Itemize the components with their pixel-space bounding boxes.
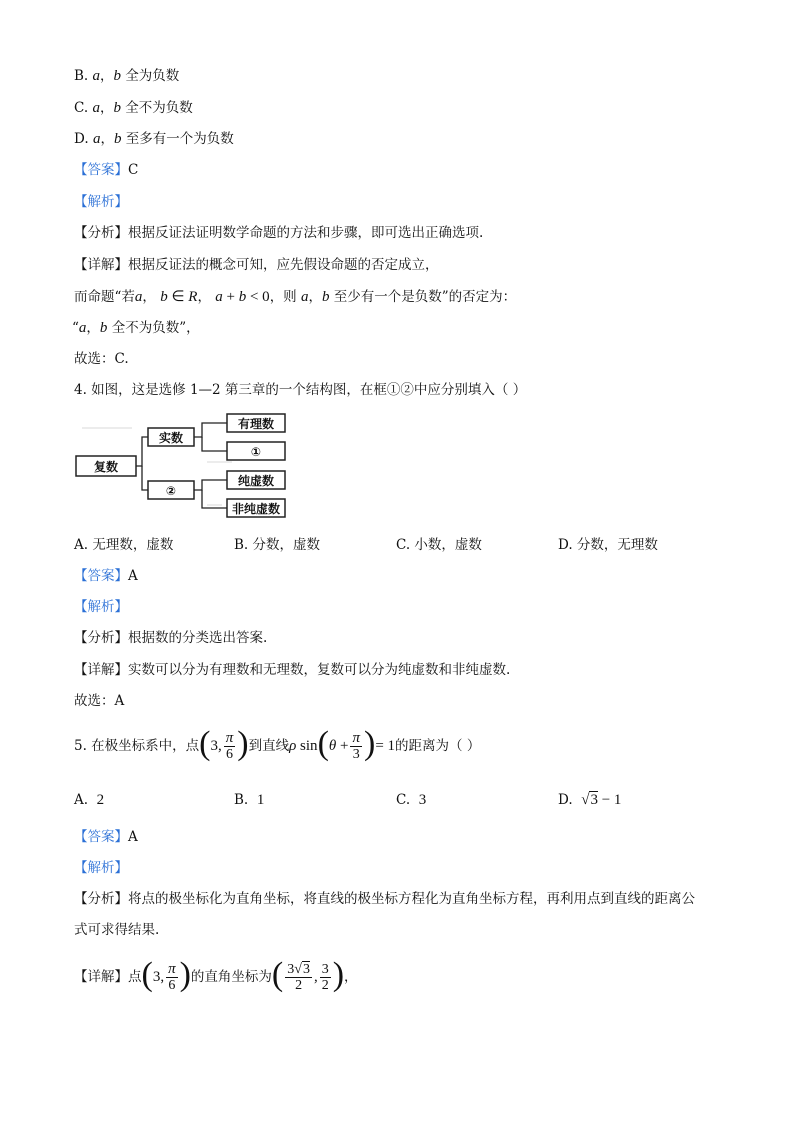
structure-diagram: [72, 410, 302, 520]
formula-comma: ,: [313, 969, 318, 985]
q5-jiexi-tag: 【解析】: [74, 860, 128, 876]
q4-option-c: C. 小数，虚数: [396, 537, 482, 553]
fraction-3-2: $\frac{3}{2}$: [321, 961, 329, 993]
formula-symbols: +: [222, 289, 239, 305]
analysis-tag: 【分析】: [74, 225, 128, 241]
node-leaf1: 有理数: [237, 417, 275, 431]
analysis-text: 将点的极坐标化为直角坐标，将直线的极坐标方程化为直角坐标方程，再利用点到直线的距离公: [128, 891, 695, 907]
q3-option-d: D. a，b 至多有一个为负数: [74, 131, 234, 147]
formula-3: 3,: [210, 738, 222, 754]
paren-close: ): [179, 956, 191, 993]
detail-tag: 【详解】: [74, 257, 128, 273]
paren-close: ): [364, 725, 376, 762]
option-prefix: A.: [74, 792, 89, 808]
q3-detail-line3: “a，b 全不为负数”，: [72, 320, 200, 336]
node-root: 复数: [93, 460, 119, 474]
fraction-pi-3: $\frac{\pi}{3}$: [352, 729, 360, 762]
var-r: R: [188, 289, 198, 305]
q3-analysis: [74, 223, 483, 243]
formula-eq-1: = 1: [375, 738, 396, 754]
q4-choice: 故选：A: [74, 693, 125, 709]
q3-choice: 故选：C.: [74, 351, 129, 367]
q5-option-c: [396, 790, 426, 810]
detail-tag: 【详解】: [74, 969, 128, 985]
formula-sin: sin: [296, 738, 318, 754]
option-prefix: C.: [74, 100, 89, 116]
text-segment: 点: [128, 969, 142, 985]
option-text: 至多有一个为负数: [125, 131, 234, 147]
q4-stem: 4. 如图，这是选修 1—2 第三章的一个结构图，在框①②中应分别填入（ ）: [74, 382, 527, 398]
q3-jiexi-tag: 【解析】: [74, 194, 128, 210]
text-segment: 5. 在极坐标系中，点: [74, 738, 200, 754]
node-branch2: ②: [165, 484, 177, 498]
text-segment: 全不为负数”，: [111, 320, 200, 336]
q5-option-b: [234, 790, 264, 810]
analysis-tag: 【分析】: [74, 630, 128, 646]
var-a: a: [92, 131, 101, 147]
fraction-pi-6: $\frac{\pi}{6}$: [225, 729, 234, 762]
answer-tag: 【答案】: [74, 162, 128, 178]
q5-answer: [74, 827, 138, 847]
node-leaf2: ①: [250, 445, 262, 459]
q4-option-a: A. 无理数，虚数: [74, 537, 174, 553]
analysis-text: 根据数的分类选出答案.: [128, 630, 268, 646]
var-b: b: [321, 289, 330, 305]
option-prefix: C.: [396, 792, 411, 808]
paren-open: (: [271, 956, 284, 993]
option-value: 3: [590, 792, 598, 808]
var-rho: ρ: [289, 738, 297, 754]
var-a: a: [92, 100, 100, 116]
q3-answer: [74, 160, 138, 180]
var-a: a: [92, 68, 101, 84]
node-leaf3: 纯虚数: [237, 474, 275, 488]
answer-tag: 【答案】: [74, 829, 128, 845]
formula-minus-1: − 1: [597, 792, 622, 808]
formula-symbols: ∈: [167, 289, 189, 305]
var-theta: θ: [328, 738, 337, 754]
q4-answer: [74, 566, 138, 586]
analysis-text: 根据反证法证明数学命题的方法和步骤，即可选出正确选项.: [128, 225, 484, 241]
text-segment: ，则: [269, 289, 297, 305]
formula-b-in-r: b: [160, 289, 168, 305]
paren-open: (: [317, 725, 329, 762]
var-b: b: [113, 68, 122, 84]
detail-text: 实数可以分为有理数和无理数，复数可以分为纯虚数和非纯虚数.: [128, 662, 511, 678]
answer-value: C: [128, 162, 139, 178]
text-segment: 到直线: [248, 738, 290, 754]
q4-option-b: B. 分数，虚数: [234, 537, 321, 553]
q5-detail: [74, 950, 358, 1004]
sqrt-sign: √: [581, 792, 590, 808]
comma: ，: [344, 969, 358, 985]
text-segment: “: [72, 320, 79, 336]
var-a: a: [300, 289, 309, 305]
option-value: 1: [256, 792, 265, 808]
option-prefix: B.: [74, 68, 89, 84]
answer-value: A: [128, 829, 138, 845]
option-prefix: D.: [74, 131, 89, 147]
q3-option-b: B. a，b 全为负数: [74, 68, 180, 84]
option-prefix: D.: [558, 792, 573, 808]
formula-3: 3,: [152, 969, 165, 985]
q3-detail-line2: 而命题“若a， b ∈ R， a + b < 0，则 a，b 至少有一个是负数”的否定为：: [74, 289, 517, 305]
node-leaf4: 非纯虚数: [231, 502, 281, 516]
paren-open: (: [199, 725, 211, 762]
detail-text: 根据反证法的概念可知，应先假设命题的否定成立，: [128, 257, 439, 273]
q4-analysis: [74, 628, 267, 648]
q4-detail: [74, 660, 510, 680]
answer-value: A: [128, 568, 138, 584]
var-a: a: [78, 320, 87, 336]
answer-tag: 【答案】: [74, 568, 128, 584]
var-b: b: [238, 289, 247, 305]
paren-open: (: [141, 956, 153, 993]
text-segment: 的距离为（ ）: [395, 738, 481, 754]
option-value: 3: [418, 792, 427, 808]
formula-sum: a: [215, 289, 223, 305]
q5-analysis: [74, 889, 695, 909]
var-a: a: [134, 289, 143, 305]
paren-close: ): [332, 956, 345, 993]
q5-option-a: [74, 790, 104, 810]
fraction-pi-6: $\frac{\pi}{6}$: [168, 960, 176, 993]
q5-option-d: [558, 790, 621, 810]
analysis-tag: 【分析】: [74, 891, 128, 907]
q4-jiexi-tag: 【解析】: [74, 599, 128, 615]
detail-tag: 【详解】: [74, 662, 128, 678]
q3-option-c: C. a，b 全不为负数: [74, 100, 193, 116]
formula-plus: +: [336, 738, 349, 754]
var-b: b: [113, 131, 122, 147]
q5-stem: [74, 722, 480, 770]
option-prefix: B.: [234, 792, 249, 808]
var-b: b: [113, 100, 121, 116]
text-segment: 的直角坐标为: [190, 969, 272, 985]
option-value: 2: [96, 792, 105, 808]
option-text: 全不为负数: [125, 100, 193, 116]
text-segment: 至少有一个是负数”的否定为：: [333, 289, 517, 305]
q4-option-d: D. 分数，无理数: [558, 537, 658, 553]
q5-analysis-line2: 式可求得结果.: [74, 922, 160, 938]
var-b: b: [99, 320, 108, 336]
text-segment: 而命题“若: [74, 289, 135, 305]
formula-symbols: < 0: [246, 289, 270, 305]
node-branch1: 实数: [158, 431, 184, 445]
option-text: 全为负数: [125, 68, 180, 84]
q3-detail: [74, 255, 439, 275]
paren-close: ): [237, 725, 249, 762]
fraction-3sqrt3-2: $\frac{3√3}{2}$: [287, 961, 310, 993]
